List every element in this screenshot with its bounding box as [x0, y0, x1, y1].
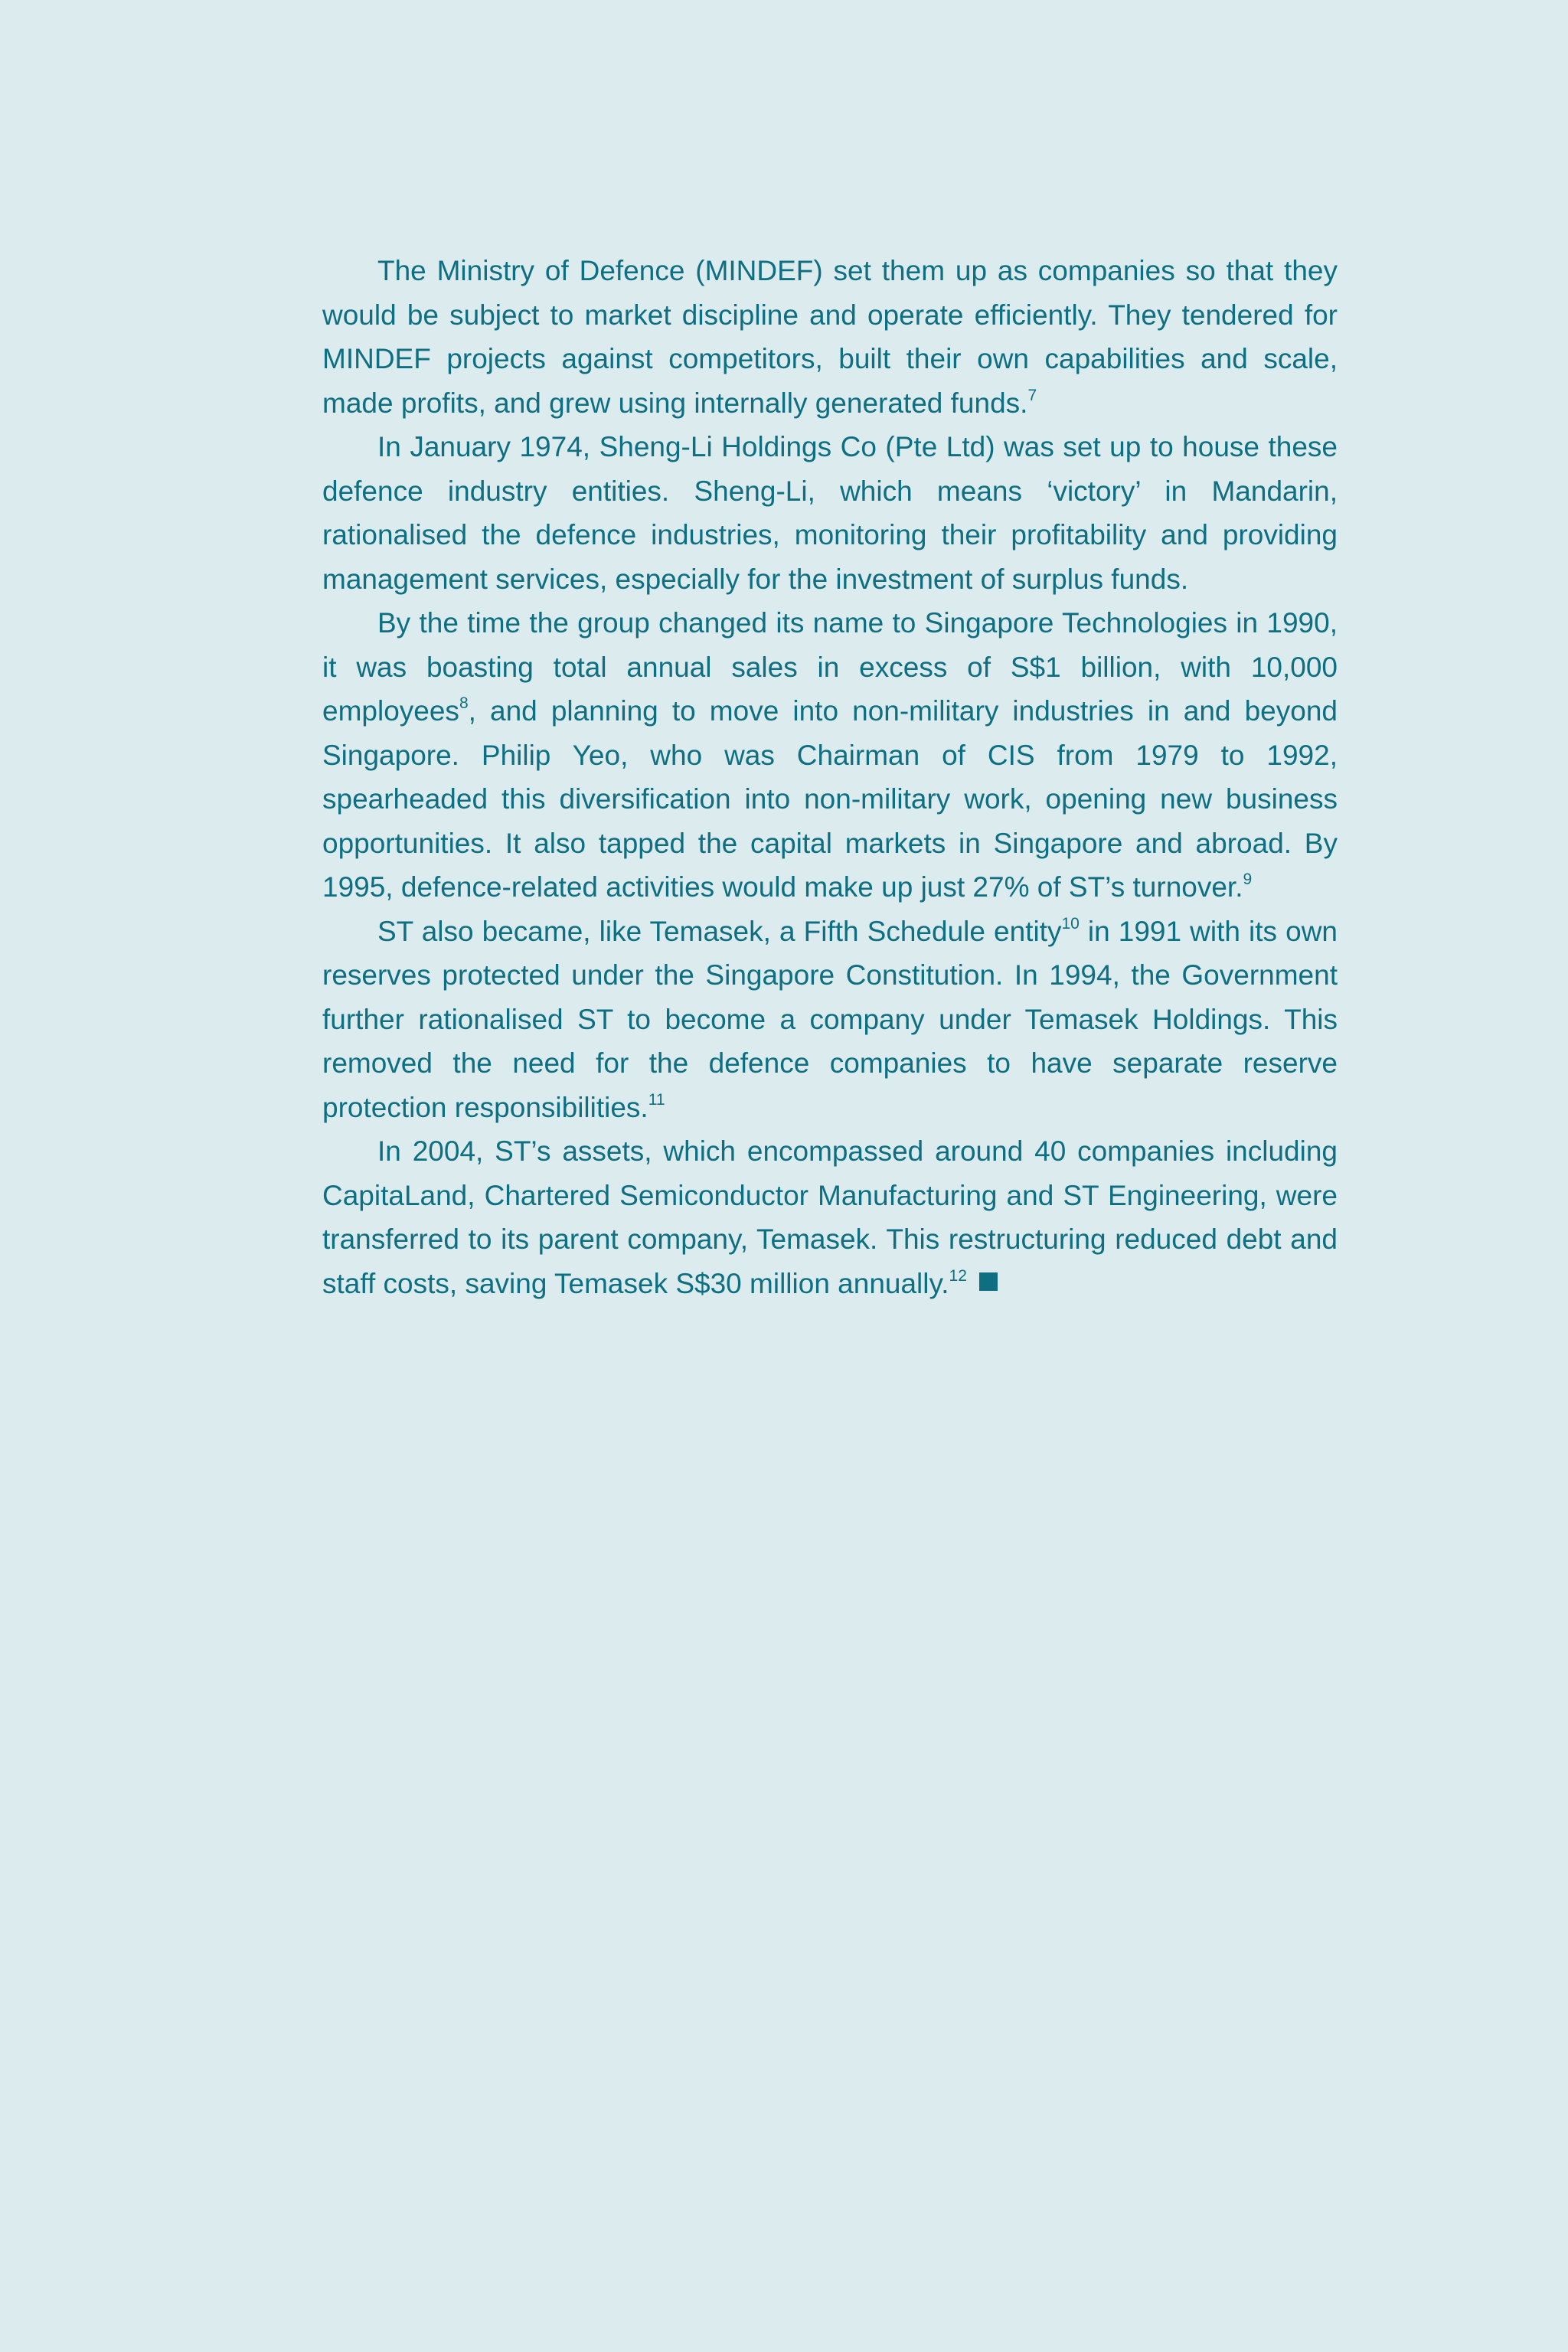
end-of-article-square-icon: [979, 1272, 998, 1291]
footnote-marker[interactable]: 11: [648, 1090, 665, 1109]
paragraph-text: In 2004, ST’s assets, which encompassed around 40 companies including CapitaLand, Chartered Semiconductor Manufacturing and ST Engineering, were transferred to its parent company, Temasek. This restructuring reduced debt and staff costs, saving Temasek S$30 million annually.: [322, 1135, 1338, 1299]
paragraph: [322, 601, 1338, 910]
paragraph: [322, 1129, 1338, 1305]
footnote-marker[interactable]: 7: [1027, 386, 1037, 404]
paragraph: [322, 249, 1338, 425]
footnote-marker[interactable]: 8: [459, 694, 469, 712]
footnote-marker[interactable]: 10: [1061, 914, 1080, 933]
footnote-marker[interactable]: 9: [1243, 871, 1253, 888]
paragraph-text: , and planning to move into non-military industries in and beyond Singapore. Philip Yeo, who was Chairman of CIS from 1979 to 1992, spearheaded this diversification into non-military work, opening new business opportunities. It also tapped the capital markets in Singapore and abroad. By 1995, defence-related activities would make up just 27% of ST’s turnover.: [322, 695, 1338, 903]
paragraph: [322, 910, 1338, 1130]
paragraph-text: ST also became, like Temasek, a Fifth Schedule entity: [377, 915, 1062, 947]
document-body: [322, 249, 1338, 1305]
paragraph-text: The Ministry of Defence (MINDEF) set them up as companies so that they would be subject to market discipline and operate efficiently. They tendered for MINDEF projects against competitors, built their own capabilities and scale, made profits, and grew using internally generated funds.: [322, 255, 1338, 419]
paragraph-text: By the time the group changed its name to Singapore Technologies in 1990, it was boasting total annual sales in excess of S$1 billion, with 10,000 employees: [322, 607, 1338, 727]
paragraph-text: In January 1974, Sheng-Li Holdings Co (Pte Ltd) was set up to house these defence industry entities. Sheng-Li, which means ‘victory’ in Mandarin, rationalised the defence industries, monitoring their profitability and providing management services, especially for the investment of surplus funds.: [322, 431, 1338, 595]
paragraph-text: in 1991 with its own reserves protected under the Singapore Constitution. In 1994, the Government further rationalised ST to become a company under Temasek Holdings. This removed the need for the defence companies to have separate reserve protection responsibilities.: [322, 915, 1338, 1123]
paragraph: [322, 425, 1338, 601]
footnote-marker[interactable]: 12: [949, 1266, 967, 1285]
